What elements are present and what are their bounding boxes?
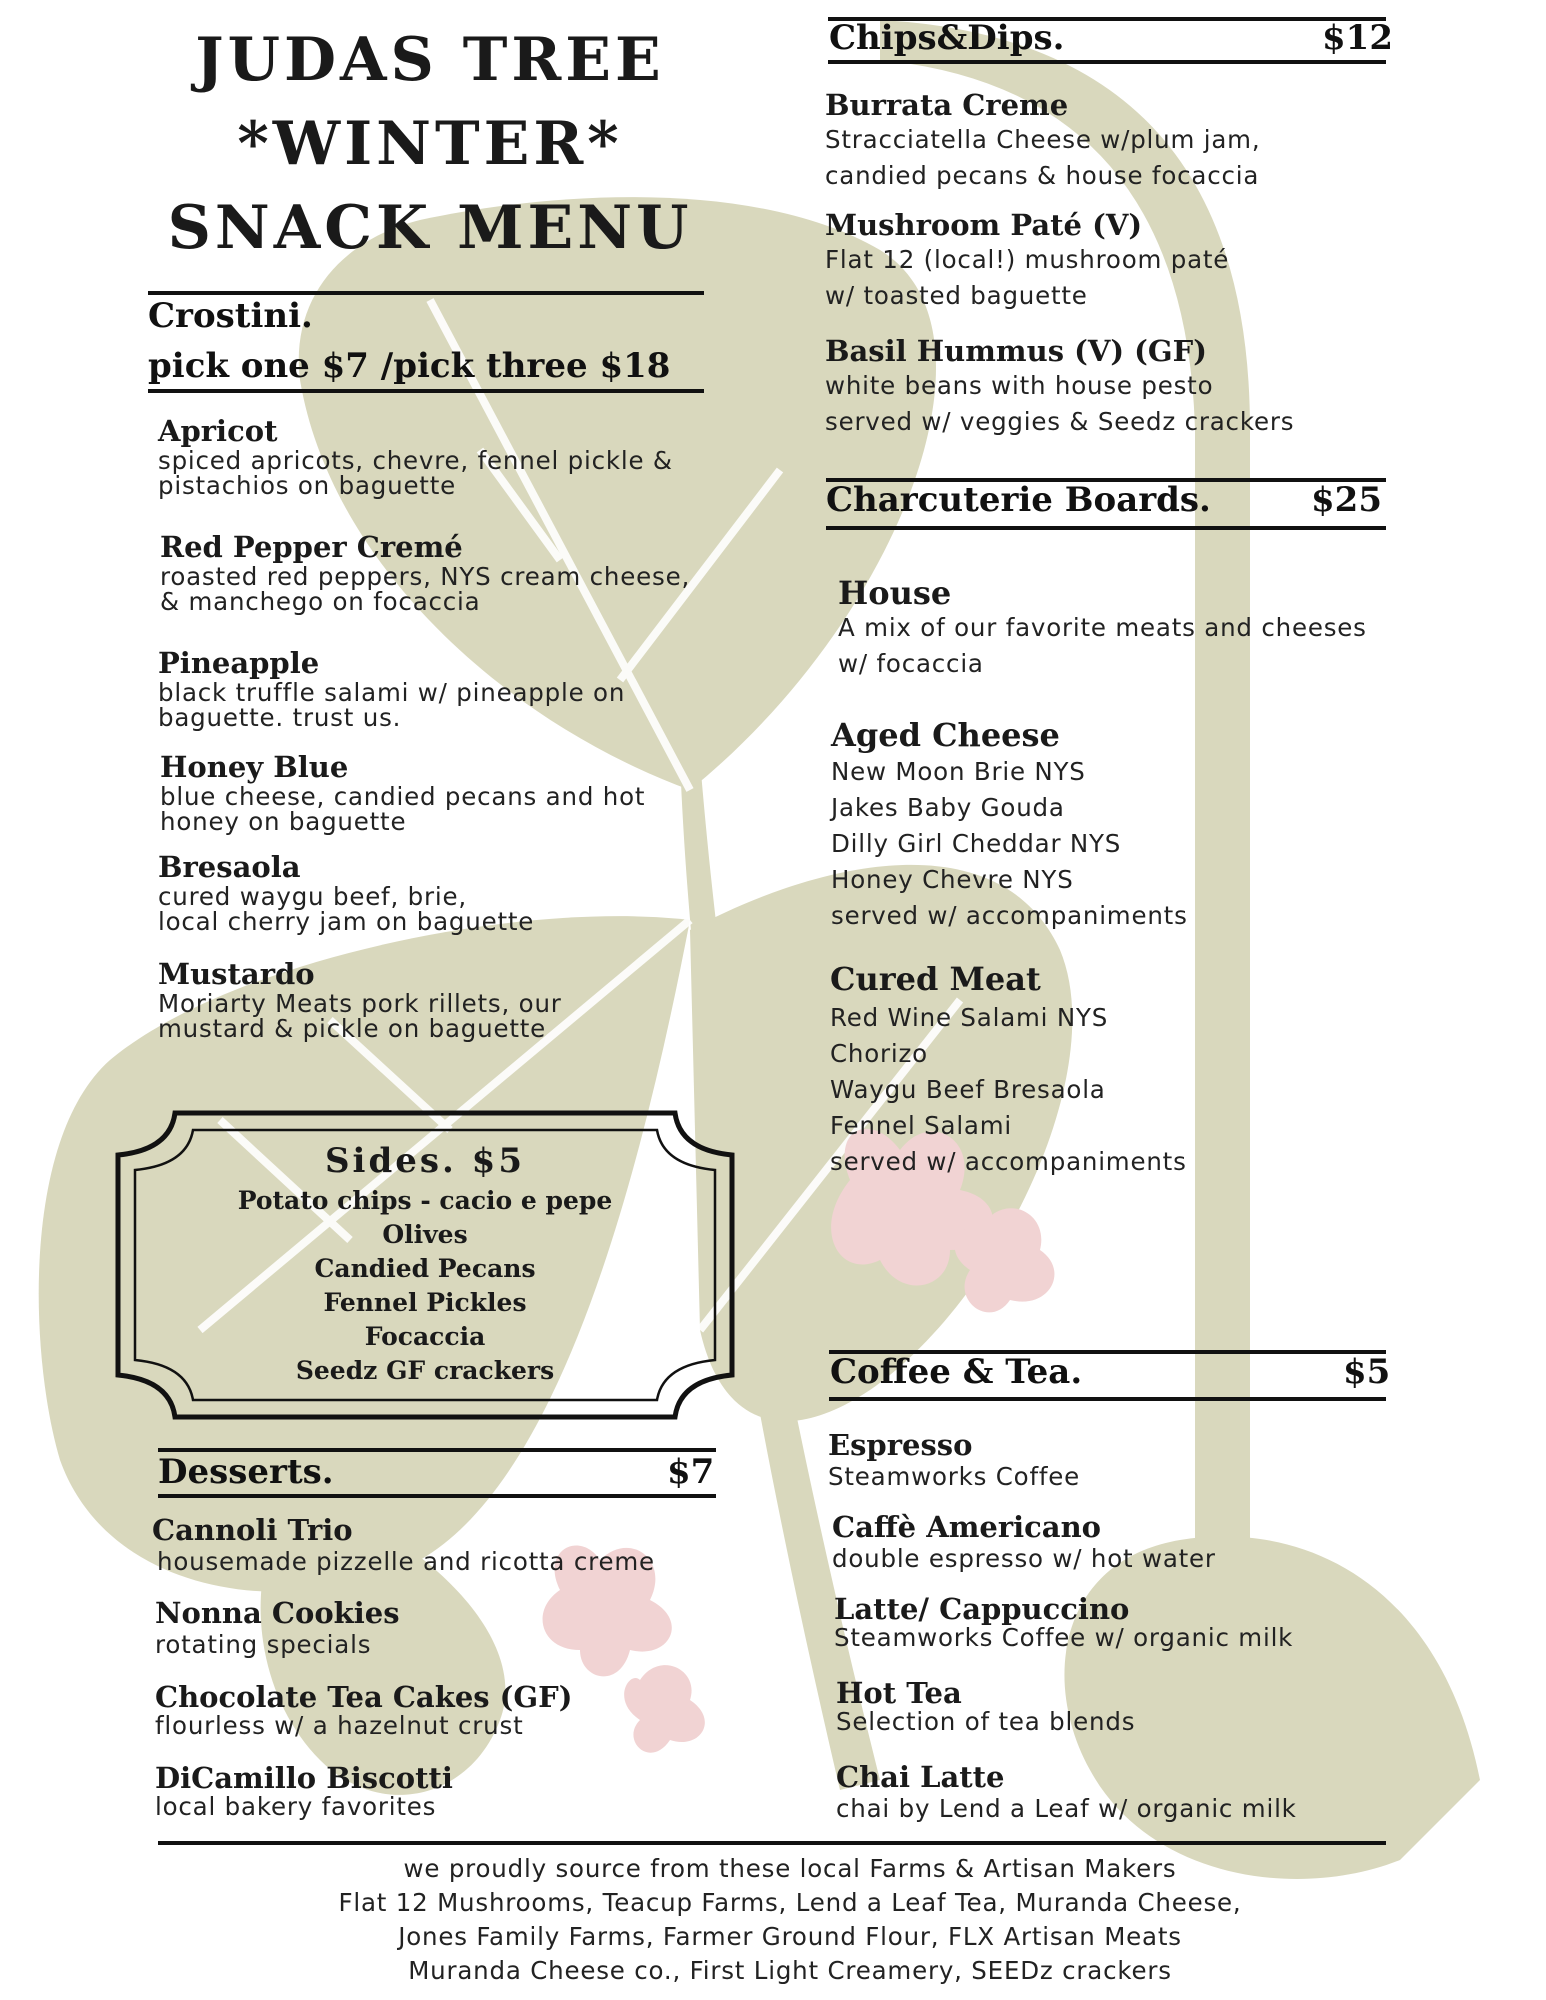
item-desc: Steamworks Coffee w/ organic milk: [834, 1623, 1294, 1652]
board-line: served w/ accompaniments: [830, 1147, 1187, 1176]
side-item: Focaccia: [364, 1322, 486, 1351]
crostini-heading: Crostini.: [148, 296, 313, 336]
crostini-item: [160, 750, 645, 834]
item-desc: Moriarty Meats pork rillets, our: [158, 989, 562, 1018]
board-line: w/ focaccia: [838, 649, 984, 678]
crostini-item: [158, 414, 673, 498]
board-line: Dilly Girl Cheddar NYS: [831, 829, 1122, 858]
sides-panel: [115, 1138, 735, 1388]
sides-heading: Sides. $5: [324, 1141, 525, 1181]
item-name: Caffè Americano: [832, 1510, 1102, 1544]
board-line: Red Wine Salami NYS: [830, 1003, 1109, 1032]
menu-title: [130, 18, 730, 270]
chips-bottom-rule: [828, 60, 1386, 64]
crostini-item: [158, 850, 534, 934]
title-line-2: *WINTER*: [237, 109, 623, 179]
coffee-item: [834, 1592, 1293, 1650]
item-desc: mustard & pickle on baguette: [158, 1014, 547, 1043]
item-desc: white beans with house pesto: [825, 371, 1214, 400]
dessert-item: [155, 1596, 400, 1660]
item-name: Mustardo: [158, 957, 315, 991]
item-desc: chai by Lend a Leaf w/ organic milk: [836, 1794, 1297, 1823]
item-name: Espresso: [828, 1428, 973, 1462]
charcuterie-heading: Charcuterie Boards.: [826, 480, 1211, 520]
crostini-item: [160, 530, 690, 614]
coffee-price: $5: [1343, 1352, 1391, 1392]
dessert-item: [155, 1680, 572, 1738]
item-name: DiCamillo Biscotti: [155, 1761, 453, 1795]
board-line: A mix of our favorite meats and cheeses: [838, 613, 1367, 642]
item-desc: double espresso w/ hot water: [832, 1544, 1216, 1573]
item-desc: pistachios on baguette: [158, 471, 456, 500]
item-desc: Steamworks Coffee: [828, 1462, 1081, 1491]
chips-price: $12: [1322, 18, 1393, 58]
footer-line: Jones Family Farms, Farmer Ground Flour, FLX Artisan Meats: [398, 1922, 1182, 1951]
item-desc: local cherry jam on baguette: [158, 907, 535, 936]
board-line: Jakes Baby Gouda: [831, 793, 1065, 822]
item-desc: spiced apricots, chevre, fennel pickle &: [158, 446, 673, 475]
item-desc: Stracciatella Cheese w/plum jam,: [825, 125, 1261, 154]
coffee-item: [832, 1510, 1216, 1574]
chips-heading: Chips&Dips.: [829, 18, 1065, 58]
item-desc: Flat 12 (local!) mushroom paté: [825, 245, 1230, 274]
board-line: served w/ accompaniments: [831, 901, 1188, 930]
side-item: Seedz GF crackers: [295, 1356, 555, 1385]
title-line-1: JUDAS TREE: [195, 25, 665, 95]
board-line: Waygu Beef Bresaola: [830, 1075, 1106, 1104]
board-name: House: [838, 574, 952, 612]
board-line: New Moon Brie NYS: [831, 757, 1086, 786]
coffee-item: [828, 1428, 1080, 1492]
chips-item: [825, 208, 1229, 314]
desserts-price: $7: [667, 1452, 715, 1492]
board-line: Fennel Salami: [830, 1111, 1013, 1140]
side-item: Candied Pecans: [314, 1254, 536, 1283]
item-name: Cannoli Trio: [152, 1513, 353, 1547]
board-line: Honey Chevre NYS: [831, 865, 1074, 894]
charcuterie-price: $25: [1311, 480, 1382, 520]
item-desc: served w/ veggies & Seedz crackers: [825, 407, 1295, 436]
item-name: Latte/ Cappuccino: [834, 1592, 1130, 1626]
dessert-item: [155, 1761, 453, 1819]
item-name: Chocolate Tea Cakes (GF): [155, 1680, 573, 1714]
item-desc: flourless w/ a hazelnut crust: [155, 1711, 524, 1740]
charcuterie-bottom-rule: [826, 526, 1386, 530]
desserts-bottom-rule: [158, 1494, 716, 1498]
item-desc: housemade pizzelle and ricotta creme: [157, 1547, 655, 1576]
item-desc: honey on baguette: [160, 807, 407, 836]
item-name: Apricot: [158, 414, 278, 448]
board-name: Aged Cheese: [831, 716, 1060, 754]
desserts-heading: Desserts.: [158, 1452, 334, 1492]
crostini-bottom-rule: [148, 389, 704, 393]
coffee-item: [836, 1676, 1135, 1734]
item-desc: roasted red peppers, NYS cream cheese,: [160, 562, 691, 591]
item-desc: Selection of tea blends: [836, 1707, 1136, 1736]
coffee-bottom-rule: [829, 1397, 1386, 1401]
item-name: Basil Hummus (V) (GF): [825, 334, 1207, 368]
crostini-pricing: pick one $7 /pick three $18: [148, 346, 671, 386]
item-name: Honey Blue: [160, 750, 349, 784]
chips-item: [825, 334, 1294, 440]
sourcing-footer: [160, 1852, 1420, 1988]
coffee-item: [836, 1760, 1297, 1824]
board-aged-cheese: [831, 716, 1188, 934]
item-name: Bresaola: [158, 850, 301, 884]
item-name: Chai Latte: [836, 1760, 1005, 1794]
item-desc: cured waygu beef, brie,: [158, 882, 467, 911]
board-line: Chorizo: [830, 1039, 928, 1068]
board-house: [838, 576, 1367, 682]
item-desc: w/ toasted baguette: [825, 281, 1088, 310]
board-cured-meat: [830, 958, 1187, 1180]
item-name: Mushroom Paté (V): [825, 208, 1143, 242]
item-name: Hot Tea: [836, 1676, 962, 1710]
item-name: Burrata Creme: [825, 88, 1069, 122]
footer-line: Muranda Cheese co., First Light Creamery, SEEDz crackers: [408, 1956, 1172, 1985]
chips-item: [825, 88, 1260, 194]
crostini-top-rule: [148, 291, 704, 295]
item-desc: candied pecans & house focaccia: [825, 161, 1260, 190]
item-desc: local bakery favorites: [155, 1792, 437, 1821]
side-item: Potato chips - cacio e pepe: [237, 1186, 613, 1215]
crostini-item: [158, 646, 625, 730]
side-item: Olives: [382, 1220, 468, 1249]
item-name: Nonna Cookies: [155, 1596, 400, 1630]
item-desc: rotating specials: [155, 1630, 372, 1659]
title-line-3: SNACK MENU: [167, 193, 693, 263]
crostini-item: [158, 957, 562, 1041]
board-name: Cured Meat: [830, 960, 1041, 998]
item-desc: blue cheese, candied pecans and hot: [160, 782, 646, 811]
item-desc: baguette. trust us.: [158, 703, 402, 732]
footer-rule: [158, 1841, 1386, 1845]
side-item: Fennel Pickles: [323, 1288, 527, 1317]
item-name: Pineapple: [158, 646, 320, 680]
item-name: Red Pepper Cremé: [160, 530, 463, 564]
footer-line: we proudly source from these local Farms & Artisan Makers: [403, 1854, 1177, 1883]
item-desc: & manchego on focaccia: [160, 587, 481, 616]
footer-line: Flat 12 Mushrooms, Teacup Farms, Lend a Leaf Tea, Muranda Cheese,: [338, 1888, 1242, 1917]
item-desc: black truffle salami w/ pineapple on: [158, 678, 626, 707]
dessert-item: [152, 1513, 655, 1577]
coffee-heading: Coffee & Tea.: [830, 1352, 1083, 1392]
